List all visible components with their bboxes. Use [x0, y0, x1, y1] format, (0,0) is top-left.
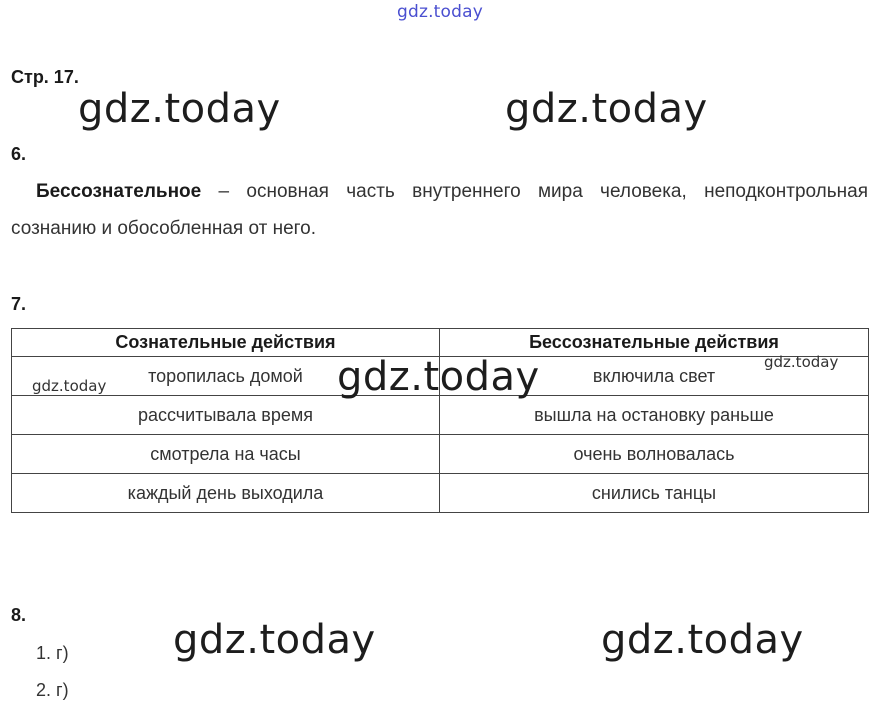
header-unconscious: Бессознательные действия — [440, 329, 869, 357]
task-6-number: 6. — [11, 144, 27, 164]
table-row — [12, 474, 869, 513]
task-7-number: 7. — [11, 294, 27, 314]
task-6-definition: – основная часть внутреннего мира человека, неподконтрольная сознанию и обособленная от него. — [11, 181, 868, 239]
table-cell: смотрела на часы — [12, 435, 440, 474]
table-row — [12, 396, 869, 435]
table-header-row — [12, 329, 869, 357]
header-conscious: Сознательные действия — [12, 329, 440, 357]
task-8-answer-2: 2. г) — [36, 680, 69, 700]
watermark-large: gdz.today — [78, 86, 281, 132]
table-row — [12, 435, 869, 474]
table-cell: каждый день выходила — [12, 474, 440, 513]
task-8-answer-1: 1. г) — [36, 643, 69, 663]
table-cell: рассчитывала время — [12, 396, 440, 435]
page-label: Стр. 17. — [11, 67, 79, 87]
watermark-top: gdz.today — [396, 2, 484, 22]
task-6-text — [11, 173, 868, 247]
watermark-large: gdz.today — [505, 86, 708, 132]
table-cell: торопилась домой — [12, 357, 440, 396]
task-8-number: 8. — [11, 605, 27, 625]
table-cell: включила свет — [440, 357, 869, 396]
task-6-term: Бессознательное — [36, 181, 202, 202]
watermark-large: gdz.today — [337, 354, 540, 400]
table-cell: очень волновалась — [440, 435, 869, 474]
watermark-small: gdz.today — [764, 353, 839, 371]
table-cell: вышла на остановку раньше — [440, 396, 869, 435]
watermark-large: gdz.today — [601, 617, 804, 663]
watermark-large: gdz.today — [173, 617, 376, 663]
table-cell: снились танцы — [440, 474, 869, 513]
watermark-small: gdz.today — [32, 377, 107, 395]
